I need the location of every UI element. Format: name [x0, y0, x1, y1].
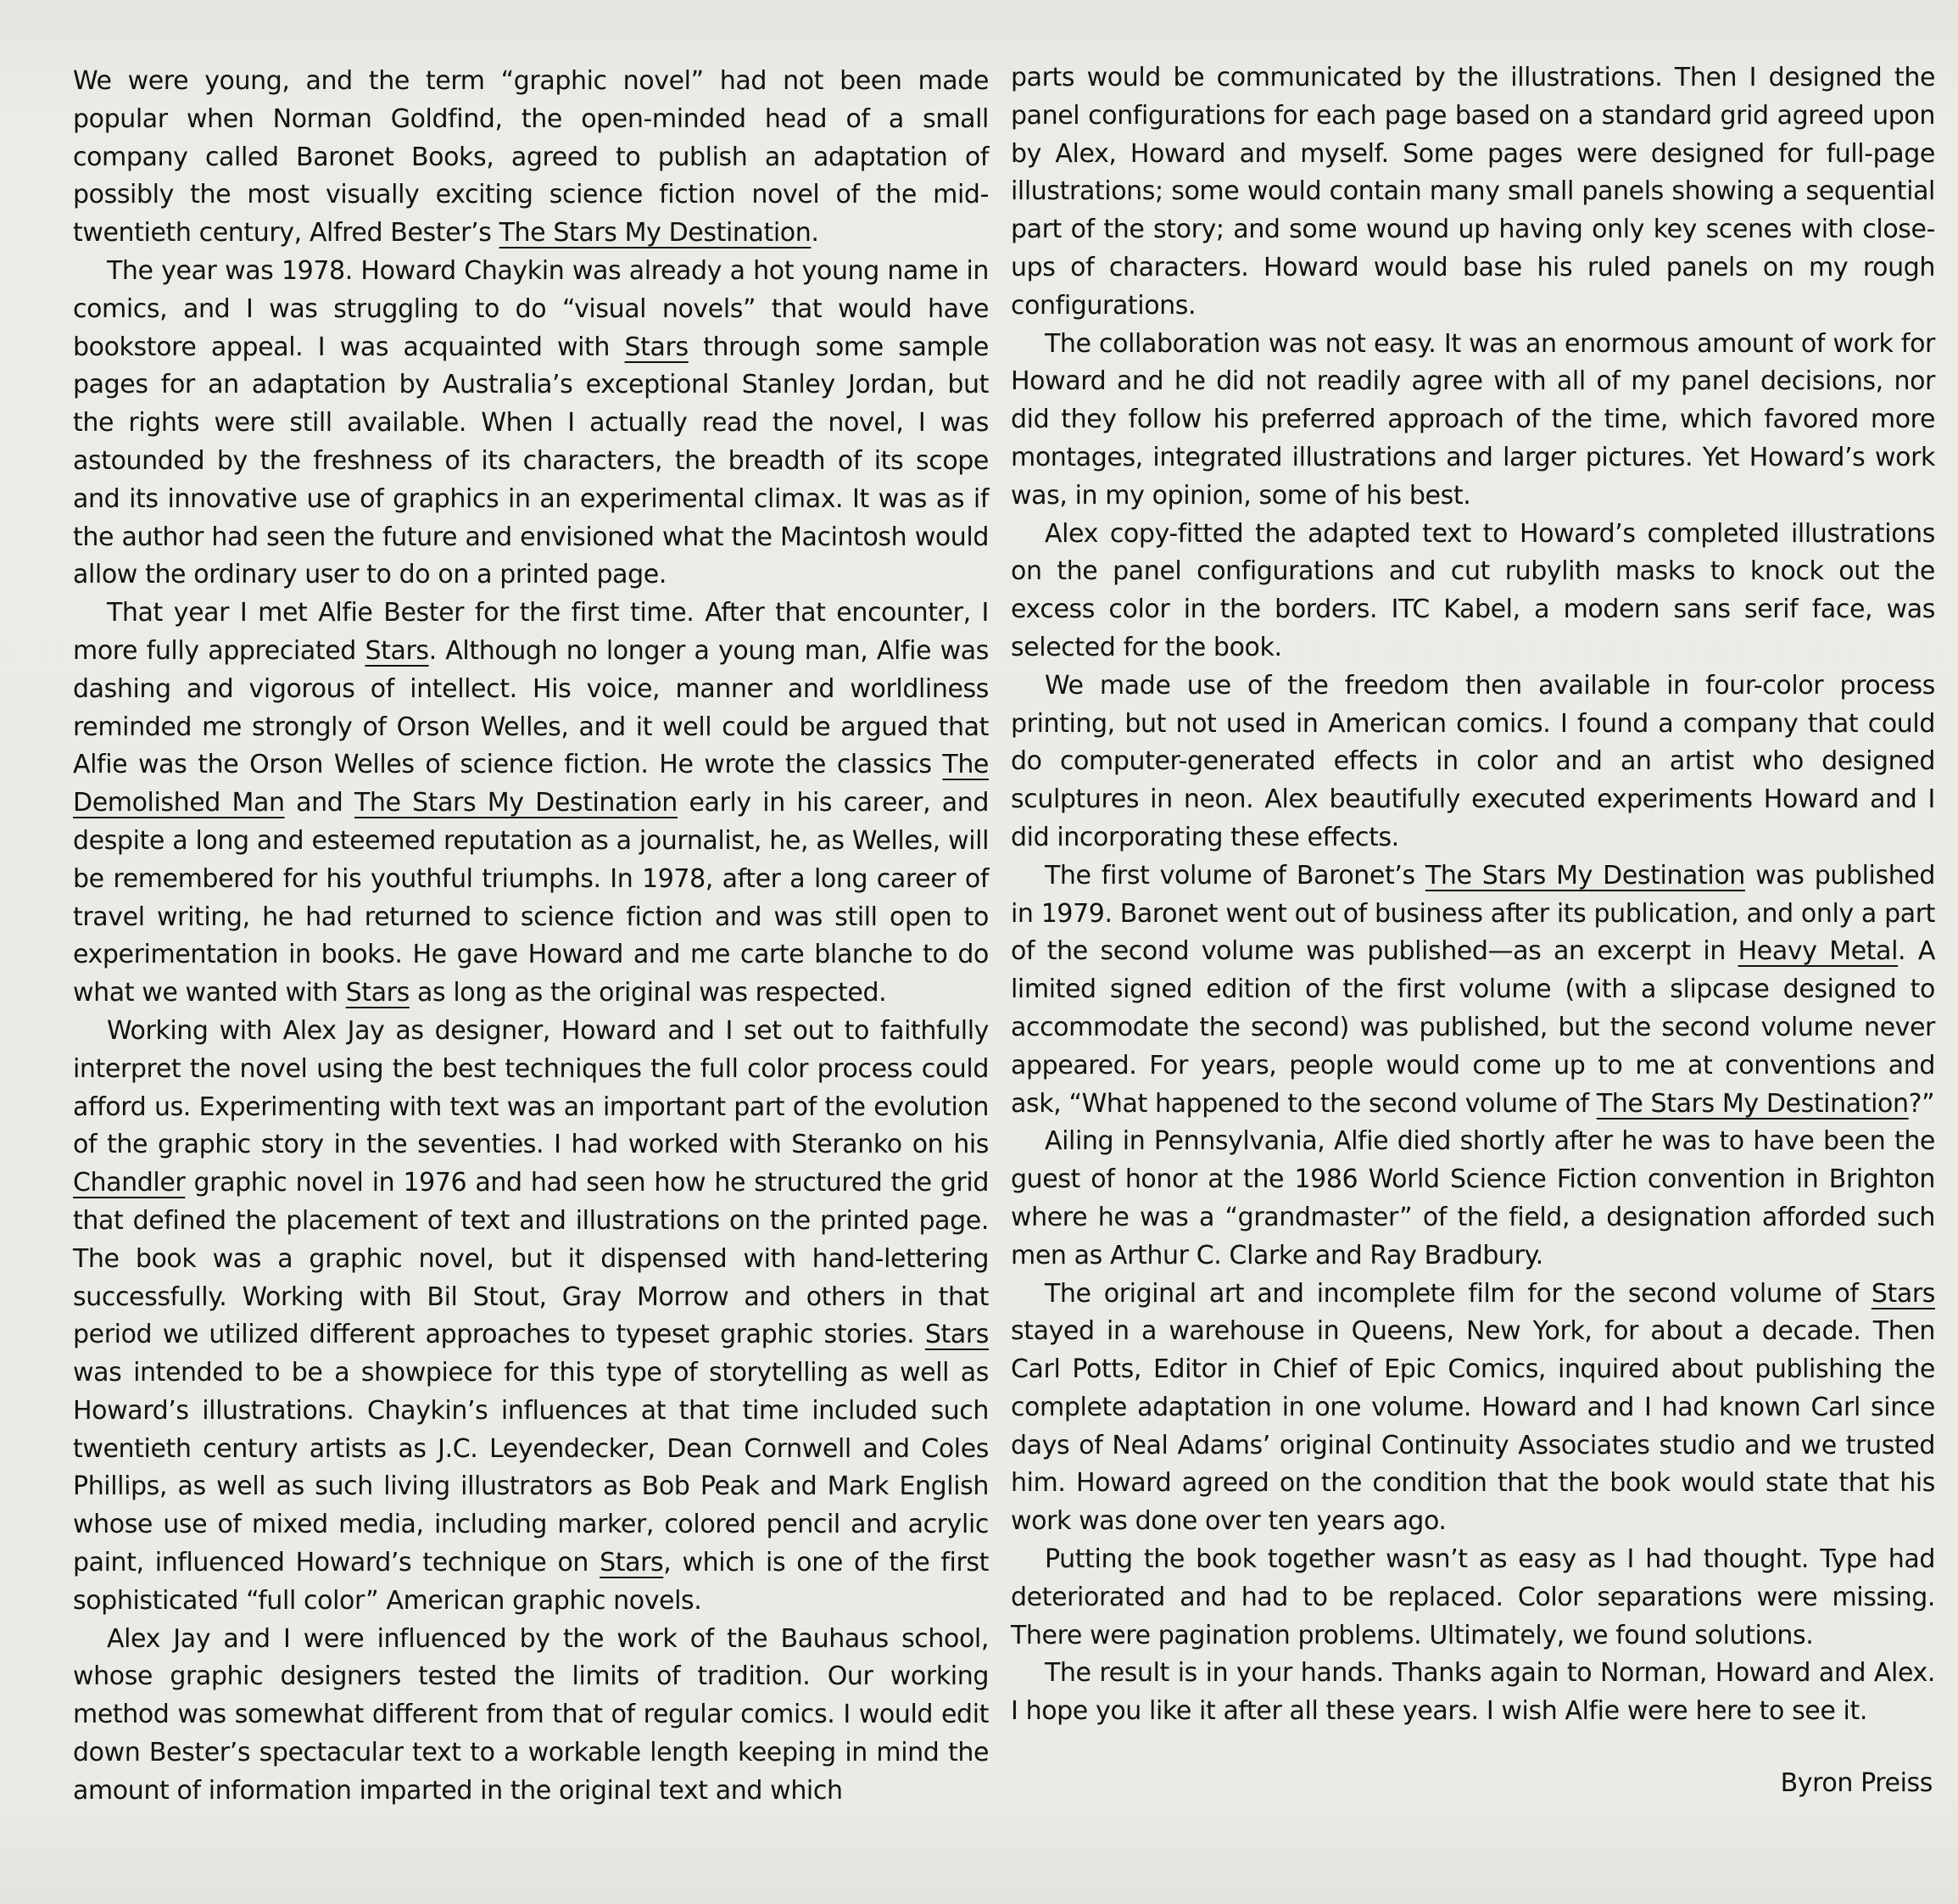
text-run: early in his career, and despite a long and esteemed reputation as a journalist, he, as Welles, will be remembered for his youthful triumphs. In 1978, after a long career of travel writing, he had returned to science fiction and was still open to experimentation in books. He gave Howard and me carte blanche to do what we wanted with [73, 788, 990, 1008]
paragraph [1011, 857, 1935, 1124]
text-run: The original art and incomplete film for the second volume of [1045, 1278, 1872, 1309]
book-title: The Stars My Destination [499, 218, 812, 248]
paragraph [1011, 516, 1935, 667]
book-title: Chandler [73, 1168, 186, 1198]
text-run: was published in 1979. Baronet went out of business after its publication, and only a part of the second volume was published—as an excerpt in [1011, 860, 1936, 967]
book-title: The Stars My Destination [354, 788, 678, 818]
paragraph [1011, 1276, 1935, 1542]
text-run: was intended to be a showpiece for this type of storytelling as well as Howard’s illustrations. Chaykin’s influences at that time included such twentieth century artists as J.C. Leyendecker, Dean Cornwell and Coles Phillips, as well as such living illustrators as Bob Peak and Mark English whose use of mixed media, including marker, colored pencil and acrylic paint, influenced Howard’s technique on [73, 1358, 989, 1578]
text-run: ?” [1908, 1088, 1935, 1119]
text-run: parts would be communicated by the illustrations. Then I designed the panel configurations for each page based on a standard grid agreed upon by Alex, Howard and myself. Some pages were designed for full-page illustrations; some would contain many small panels showing a sequential part of the story; and some wound up having only key scenes with close-ups of characters. Howard would base his ruled panels on my rough configurations. [1011, 63, 1935, 321]
paragraph [73, 253, 989, 595]
paragraph [1011, 1541, 1935, 1655]
paragraph [73, 1013, 989, 1621]
text-run: We made use of the freedom then available in four-color process printing, but not used in American comics. I found a company that could do computer-generated effects in color and an artist who designed sculptures in neon. Alex beautifully executed experiments Howard and I did incorporating these effects. [1011, 670, 1935, 852]
paragraph [1011, 59, 1935, 326]
text-run: . A limited signed edition of the first volume (with a slipcase designed to accommodate the second) was published, but the second volume never appeared. For years, people would come up to me at conventions and ask, “What happened to the second volume of [1011, 936, 1935, 1119]
text-run: . Although no longer a young man, Alfie was dashing and vigorous of intellect. His voice, manner and worldliness reminded me strongly of Orson Welles, and it well could be argued that Alfie was the Orson Welles of science fiction. He wrote the classics [73, 635, 989, 780]
paragraph [73, 1621, 989, 1811]
text-run: The collaboration was not easy. It was an enormous amount of work for Howard and he did not readily agree with all of my panel decisions, nor did they follow his preferred approach of the time, which favored more montages, integrated illustrations and larger pictures. Yet Howard’s work was, in my opinion, some of his best. [1011, 328, 1935, 511]
text-run: , which is one of the first sophisticated “full color” American graphic novels. [73, 1548, 989, 1616]
paragraph [1011, 326, 1935, 516]
paragraph [73, 595, 989, 1013]
text-run: graphic novel in 1976 and had seen how he structured the grid that defined the placement of text and illustrations on the printed page. The book was a graphic novel, but it dispensed with hand-lettering successfully. Working with Bil Stout, Gray Morrow and others in that period we utilized different approaches to typeset graphic stories. [73, 1168, 989, 1350]
book-title: Stars [365, 635, 429, 666]
text-run: Working with Alex Jay as designer, Howard and I set out to faithfully interpret the novel using the best techniques the full color process could afford us. Experimenting with text was an important part of the evolution of the graphic story in the seventies. I had worked with Steranko on his [73, 1015, 989, 1160]
paragraph [73, 63, 989, 253]
book-title: Stars [345, 978, 410, 1008]
text-run: The year was 1978. Howard Chaykin was already a hot young name in comics, and I was struggling to do “visual novels” that would have bookstore appeal. I was acquainted with [73, 255, 989, 362]
book-title: Stars [600, 1548, 664, 1578]
book-title: Stars [624, 332, 689, 362]
paragraph [1011, 667, 1935, 857]
text-run: . [811, 218, 819, 248]
right-column [1011, 59, 1935, 1731]
text-run: Putting the book together wasn’t as easy as I had thought. Type had deteriorated and had to be replaced. Color separations were missing. There were pagination problems. Ultimately, we found solutions. [1011, 1544, 1935, 1650]
text-run: The first volume of Baronet’s [1045, 860, 1425, 891]
text-run: and [284, 788, 354, 818]
text-run: as long as the original was respected. [409, 978, 887, 1008]
text-run: Alex Jay and I were influenced by the work of the Bauhaus school, whose graphic designers tested the limits of tradition. Our working method was somewhat different from that of regular comics. I would edit down Bester’s spectacular text to a workable length keeping in mind the amount of information imparted in the original text and which [73, 1623, 989, 1806]
paragraph [1011, 1123, 1935, 1275]
text-run: through some sample pages for an adaptation by Australia’s exceptional Stanley Jordan, but the rights were still available. When I actually read the novel, I was astounded by the freshness of its characters, the breadth of its scope and its innovative use of graphics in an experimental climax. It was as if the author had seen the future and envisioned what the Macintosh would allow the ordinary user to do on a printed page. [73, 332, 989, 590]
author-signature: Byron Preiss [1780, 1768, 1933, 1798]
book-title: Stars [924, 1320, 989, 1350]
paragraph [1011, 1655, 1935, 1731]
text-run: Ailing in Pennsylvania, Alfie died shortly after he was to have been the guest of honor at the 1986 World Science Fiction convention in Brighton where he was a “grandmaster” of the field, a designation afforded such men as Arthur C. Clarke and Ray Bradbury. [1011, 1126, 1935, 1270]
text-run: stayed in a warehouse in Queens, New York, for about a decade. Then Carl Potts, Editor in Chief of Epic Comics, inquired about publishing the complete adaptation in one volume. Howard and I had known Carl since days of Neal Adams’ original Continuity Associates studio and we trusted him. Howard agreed on the condition that the book would state that his work was done over ten years ago. [1011, 1316, 1935, 1537]
book-title: The Stars My Destination [1596, 1088, 1909, 1119]
book-title: The Demolished Man [73, 750, 989, 818]
magazine-title: Heavy Metal [1738, 936, 1899, 967]
text-run: Alex copy-fitted the adapted text to Howard’s completed illustrations on the panel configurations and cut rubylith masks to knock out the excess color in the borders. ITC Kabel, a modern sans serif face, was selected for the book. [1011, 518, 1935, 662]
book-title: Stars [1871, 1278, 1935, 1309]
text-run: We were young, and the term “graphic novel” had not been made popular when Norman Goldfind, the open-minded head of a small company called Baronet Books, agreed to publish an adaptation of possibly the most visually exciting science fiction novel of the mid-twentieth century, Alfred Bester’s [73, 66, 989, 248]
left-column [73, 63, 989, 1811]
text-run: The result is in your hands. Thanks again to Norman, Howard and Alex. I hope you like it after all these years. I wish Alfie were here to see it. [1011, 1658, 1935, 1727]
text-run: That year I met Alfie Bester for the first time. After that encounter, I more fully appreciated [73, 598, 989, 666]
book-title: The Stars My Destination [1425, 860, 1745, 891]
